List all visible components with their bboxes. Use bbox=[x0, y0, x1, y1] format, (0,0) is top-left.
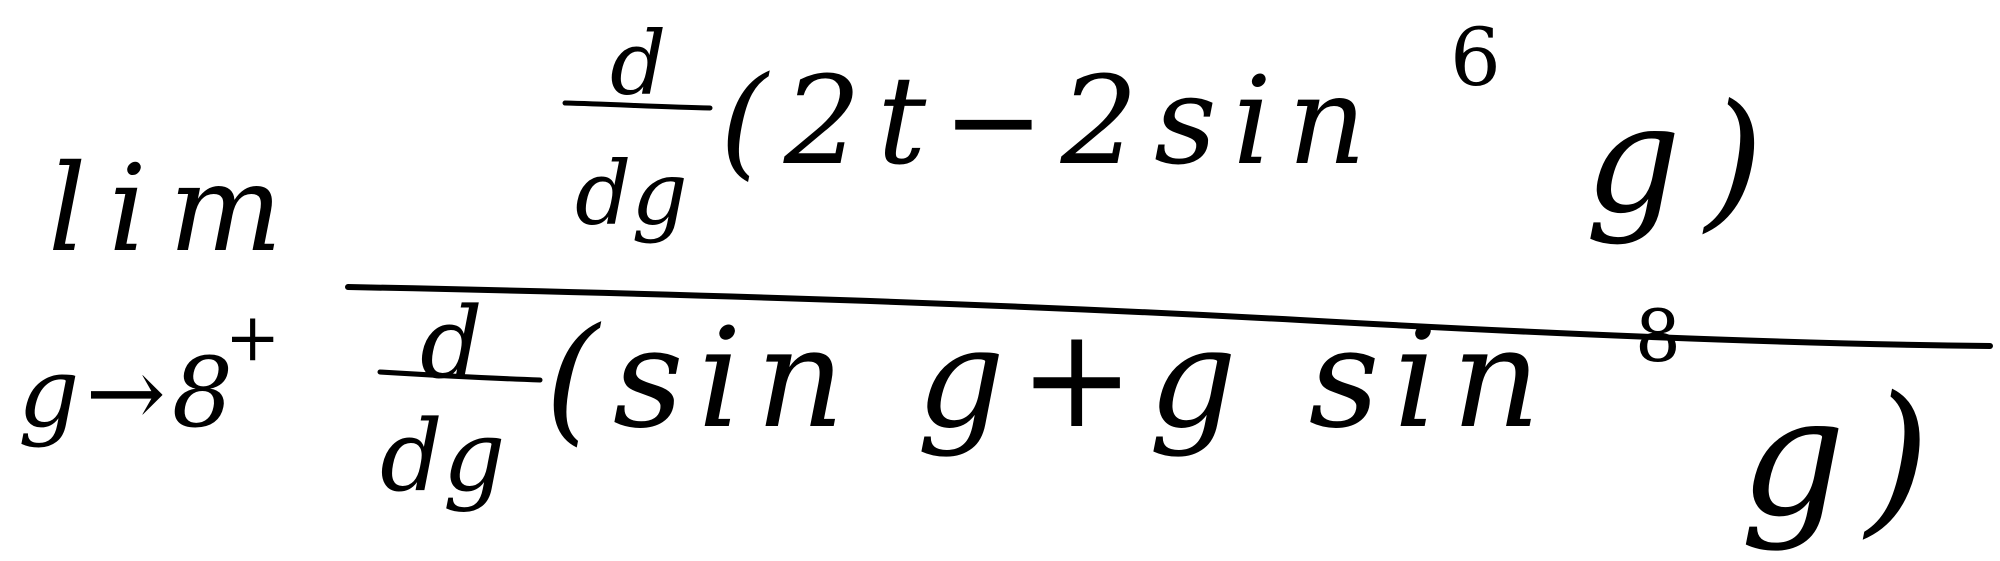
numerator-body: (2t−2sin bbox=[720, 50, 1383, 192]
numerator-tail: g) bbox=[1585, 73, 1788, 247]
denominator-body: (sin g+g sin bbox=[545, 298, 1555, 459]
limit-word: lim bbox=[48, 140, 305, 279]
limit-direction: + bbox=[225, 299, 281, 376]
numerator-exponent: 6 bbox=[1450, 11, 1501, 104]
denominator-derivative-bar bbox=[380, 372, 540, 380]
denominator-exponent: 8 bbox=[1635, 294, 1681, 378]
numerator-derivative-bar bbox=[565, 103, 710, 108]
main-fraction-bar bbox=[348, 287, 1990, 346]
limit-approach: g→8 bbox=[18, 337, 239, 449]
numerator-derivative-bottom: dg bbox=[575, 142, 688, 245]
denominator-derivative-bottom: dg bbox=[380, 400, 506, 514]
denominator-derivative-top: d bbox=[420, 287, 483, 401]
numerator-derivative-top: d bbox=[610, 12, 667, 115]
denominator-tail: g) bbox=[1740, 361, 1950, 553]
